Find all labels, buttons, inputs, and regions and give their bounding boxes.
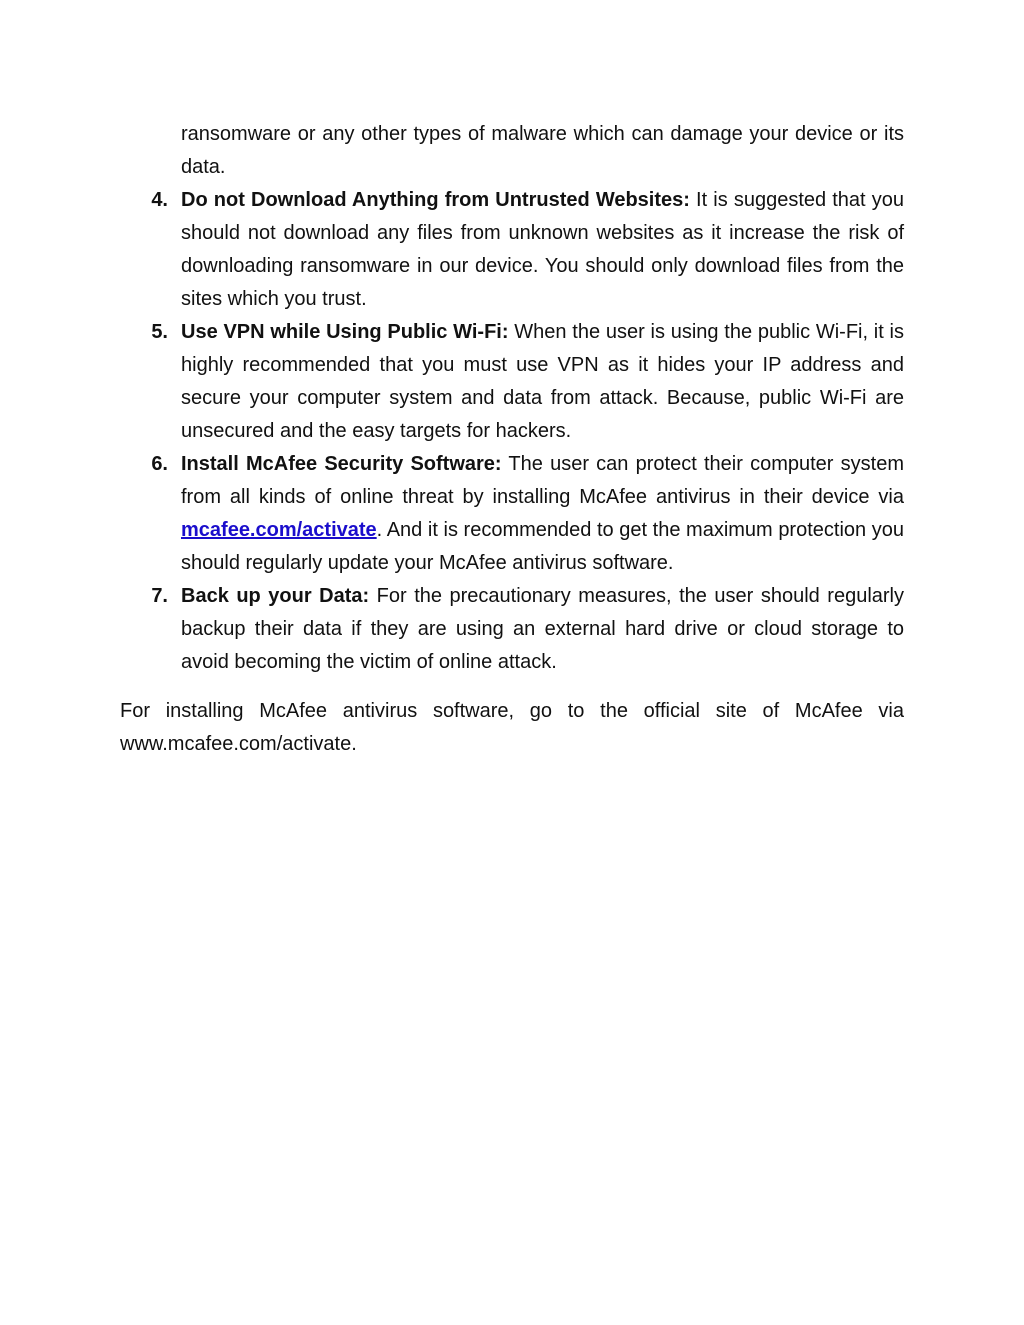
item-heading: Do not Download Anything from Untrusted Websites: bbox=[181, 189, 690, 211]
list-item-4 bbox=[120, 184, 904, 316]
list-item-body bbox=[181, 316, 904, 448]
list-number: 7. bbox=[151, 585, 168, 607]
continuation-paragraph: ransomware or any other types of malware which can damage your device or its data. bbox=[181, 123, 904, 178]
item-text: When the user is using the public Wi-Fi, it is highly recommended that you must use VPN as it hides your IP address and secure your computer system and data from attack. Because, public Wi-Fi are unsecured and the easy targets for hackers. bbox=[181, 321, 904, 442]
item-text: It is suggested that you should not download any files from unknown websites as it increase the risk of downloading ransomware in our device. You should only download files from the sites which you trust. bbox=[181, 189, 904, 310]
list-item-body bbox=[181, 580, 904, 679]
item-text: For the precautionary measures, the user should regularly backup their data if they are using an external hard drive or cloud storage to avoid becoming the victim of online attack. bbox=[181, 585, 904, 673]
item-heading: Use VPN while Using Public Wi-Fi: bbox=[181, 321, 509, 343]
closing-paragraph: For installing McAfee antivirus software, go to the official site of McAfee via www.mcafee.com/activate. bbox=[120, 700, 904, 755]
mcafee-activate-link[interactable]: mcafee.com/activate bbox=[181, 519, 377, 541]
list-item-body bbox=[181, 184, 904, 316]
list-item-5 bbox=[120, 316, 904, 448]
list-number: 6. bbox=[151, 453, 168, 475]
list-number: 4. bbox=[151, 189, 168, 211]
document-content bbox=[120, 118, 904, 761]
list-number: 5. bbox=[151, 321, 168, 343]
item-text-before-link: The user can protect their computer system from all kinds of online threat by installing McAfee antivirus in their device via bbox=[181, 453, 904, 508]
list-item-6 bbox=[120, 448, 904, 580]
tips-list bbox=[120, 184, 904, 679]
item-text-after-link: . And it is recommended to get the maximum protection you should regularly update your McAfee antivirus software. bbox=[181, 519, 904, 574]
list-item-7 bbox=[120, 580, 904, 679]
item-heading: Back up your Data: bbox=[181, 585, 370, 607]
item-heading: Install McAfee Security Software: bbox=[181, 453, 502, 475]
list-item-body bbox=[181, 448, 904, 580]
